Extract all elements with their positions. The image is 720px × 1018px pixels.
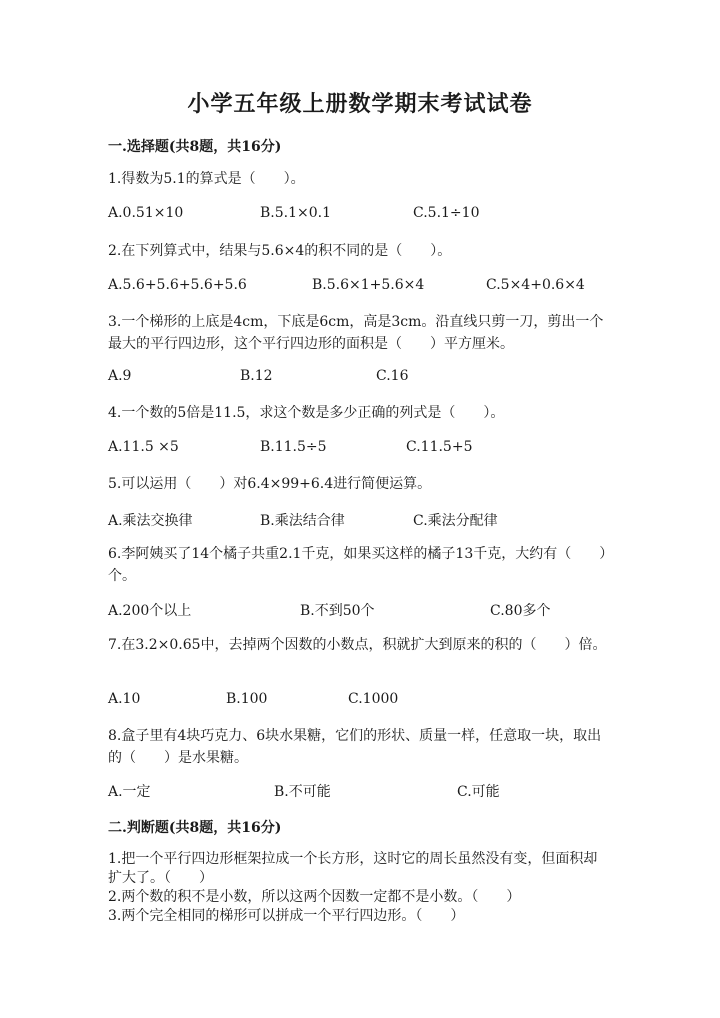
- question-2: 2.在下列算式中，结果与5.6×4的积不同的是（ ）。: [108, 243, 452, 259]
- question-4: 4.一个数的5倍是11.5，求这个数是多少正确的列式是（ ）。: [108, 405, 505, 421]
- option-a: A.10: [108, 691, 141, 707]
- option-b: B.不可能: [274, 784, 331, 800]
- question-2-options: [108, 277, 628, 297]
- option-c: C.80多个: [490, 603, 551, 619]
- option-b: B.100: [226, 691, 268, 707]
- option-c: C.5×4+0.6×4: [486, 277, 585, 293]
- option-a: A.200个以上: [108, 603, 192, 619]
- question-8-options: [108, 781, 628, 801]
- question-4-options: [108, 439, 628, 459]
- option-b: B.5.6×1+5.6×4: [312, 277, 425, 293]
- option-c: C.可能: [457, 784, 500, 800]
- option-a: A.5.6+5.6+5.6+5.6: [108, 277, 247, 293]
- question-3-options: [108, 368, 628, 388]
- question-6: 6.李阿姨买了14个橘子共重2.1千克，如果买这样的橘子13千克，大约有（ ）个。: [108, 546, 607, 584]
- option-c: C.5.1÷10: [413, 205, 480, 221]
- question-3: 3.一个梯形的上底是4cm，下底是6cm，高是3cm。沿直线只剪一刀，剪出一个最大的平行四边形，这个平行四边形的面积是（ ）平方厘米。: [108, 314, 604, 352]
- section-heading-choice: 一.选择题(共8题，共16分): [108, 139, 282, 155]
- option-c: C.乘法分配律: [413, 513, 498, 529]
- question-7-options: [108, 691, 628, 711]
- option-a: A.一定: [108, 784, 151, 800]
- option-b: B.不到50个: [300, 603, 375, 619]
- section-heading-judge: 二.判断题(共8题，共16分): [108, 820, 282, 836]
- question-8: 8.盒子里有4块巧克力、6块水果糖，它们的形状、质量一样，任意取一块，取出的（ ）是水果糖。: [108, 728, 602, 766]
- option-a: A.乘法交换律: [108, 513, 193, 529]
- question-1: 1.得数为5.1的算式是（ ）。: [108, 171, 305, 187]
- option-a: A.0.51×10: [108, 205, 184, 221]
- page-title: 小学五年级上册数学期末考试试卷: [187, 91, 533, 117]
- option-b: B.12: [240, 368, 273, 384]
- question-5: 5.可以运用（ ）对6.4×99+6.4进行简便运算。: [108, 476, 432, 492]
- option-a: A.9: [108, 368, 132, 384]
- question-5-options: [108, 510, 628, 530]
- option-b: B.5.1×0.1: [260, 205, 331, 221]
- option-b: B.乘法结合律: [260, 513, 345, 529]
- question-6-options: [108, 600, 628, 620]
- judge-item-2: 2.两个数的积不是小数，所以这两个因数一定都不是小数。（ ）: [108, 889, 521, 905]
- question-1-options: [108, 205, 628, 225]
- judge-item-3: 3.两个完全相同的梯形可以拼成一个平行四边形。（ ）: [108, 908, 465, 924]
- option-c: C.11.5+5: [406, 439, 473, 455]
- option-b: B.11.5÷5: [260, 439, 327, 455]
- option-a: A.11.5 ×5: [108, 439, 179, 455]
- judge-item-1: 1.把一个平行四边形框架拉成一个长方形，这时它的周长虽然没有变，但面积却扩大了。（ ）: [108, 851, 598, 886]
- option-c: C.16: [376, 368, 409, 384]
- question-7: 7.在3.2×0.65中，去掉两个因数的小数点，积就扩大到原来的积的（ ）倍。: [108, 637, 607, 653]
- option-c: C.1000: [348, 691, 399, 707]
